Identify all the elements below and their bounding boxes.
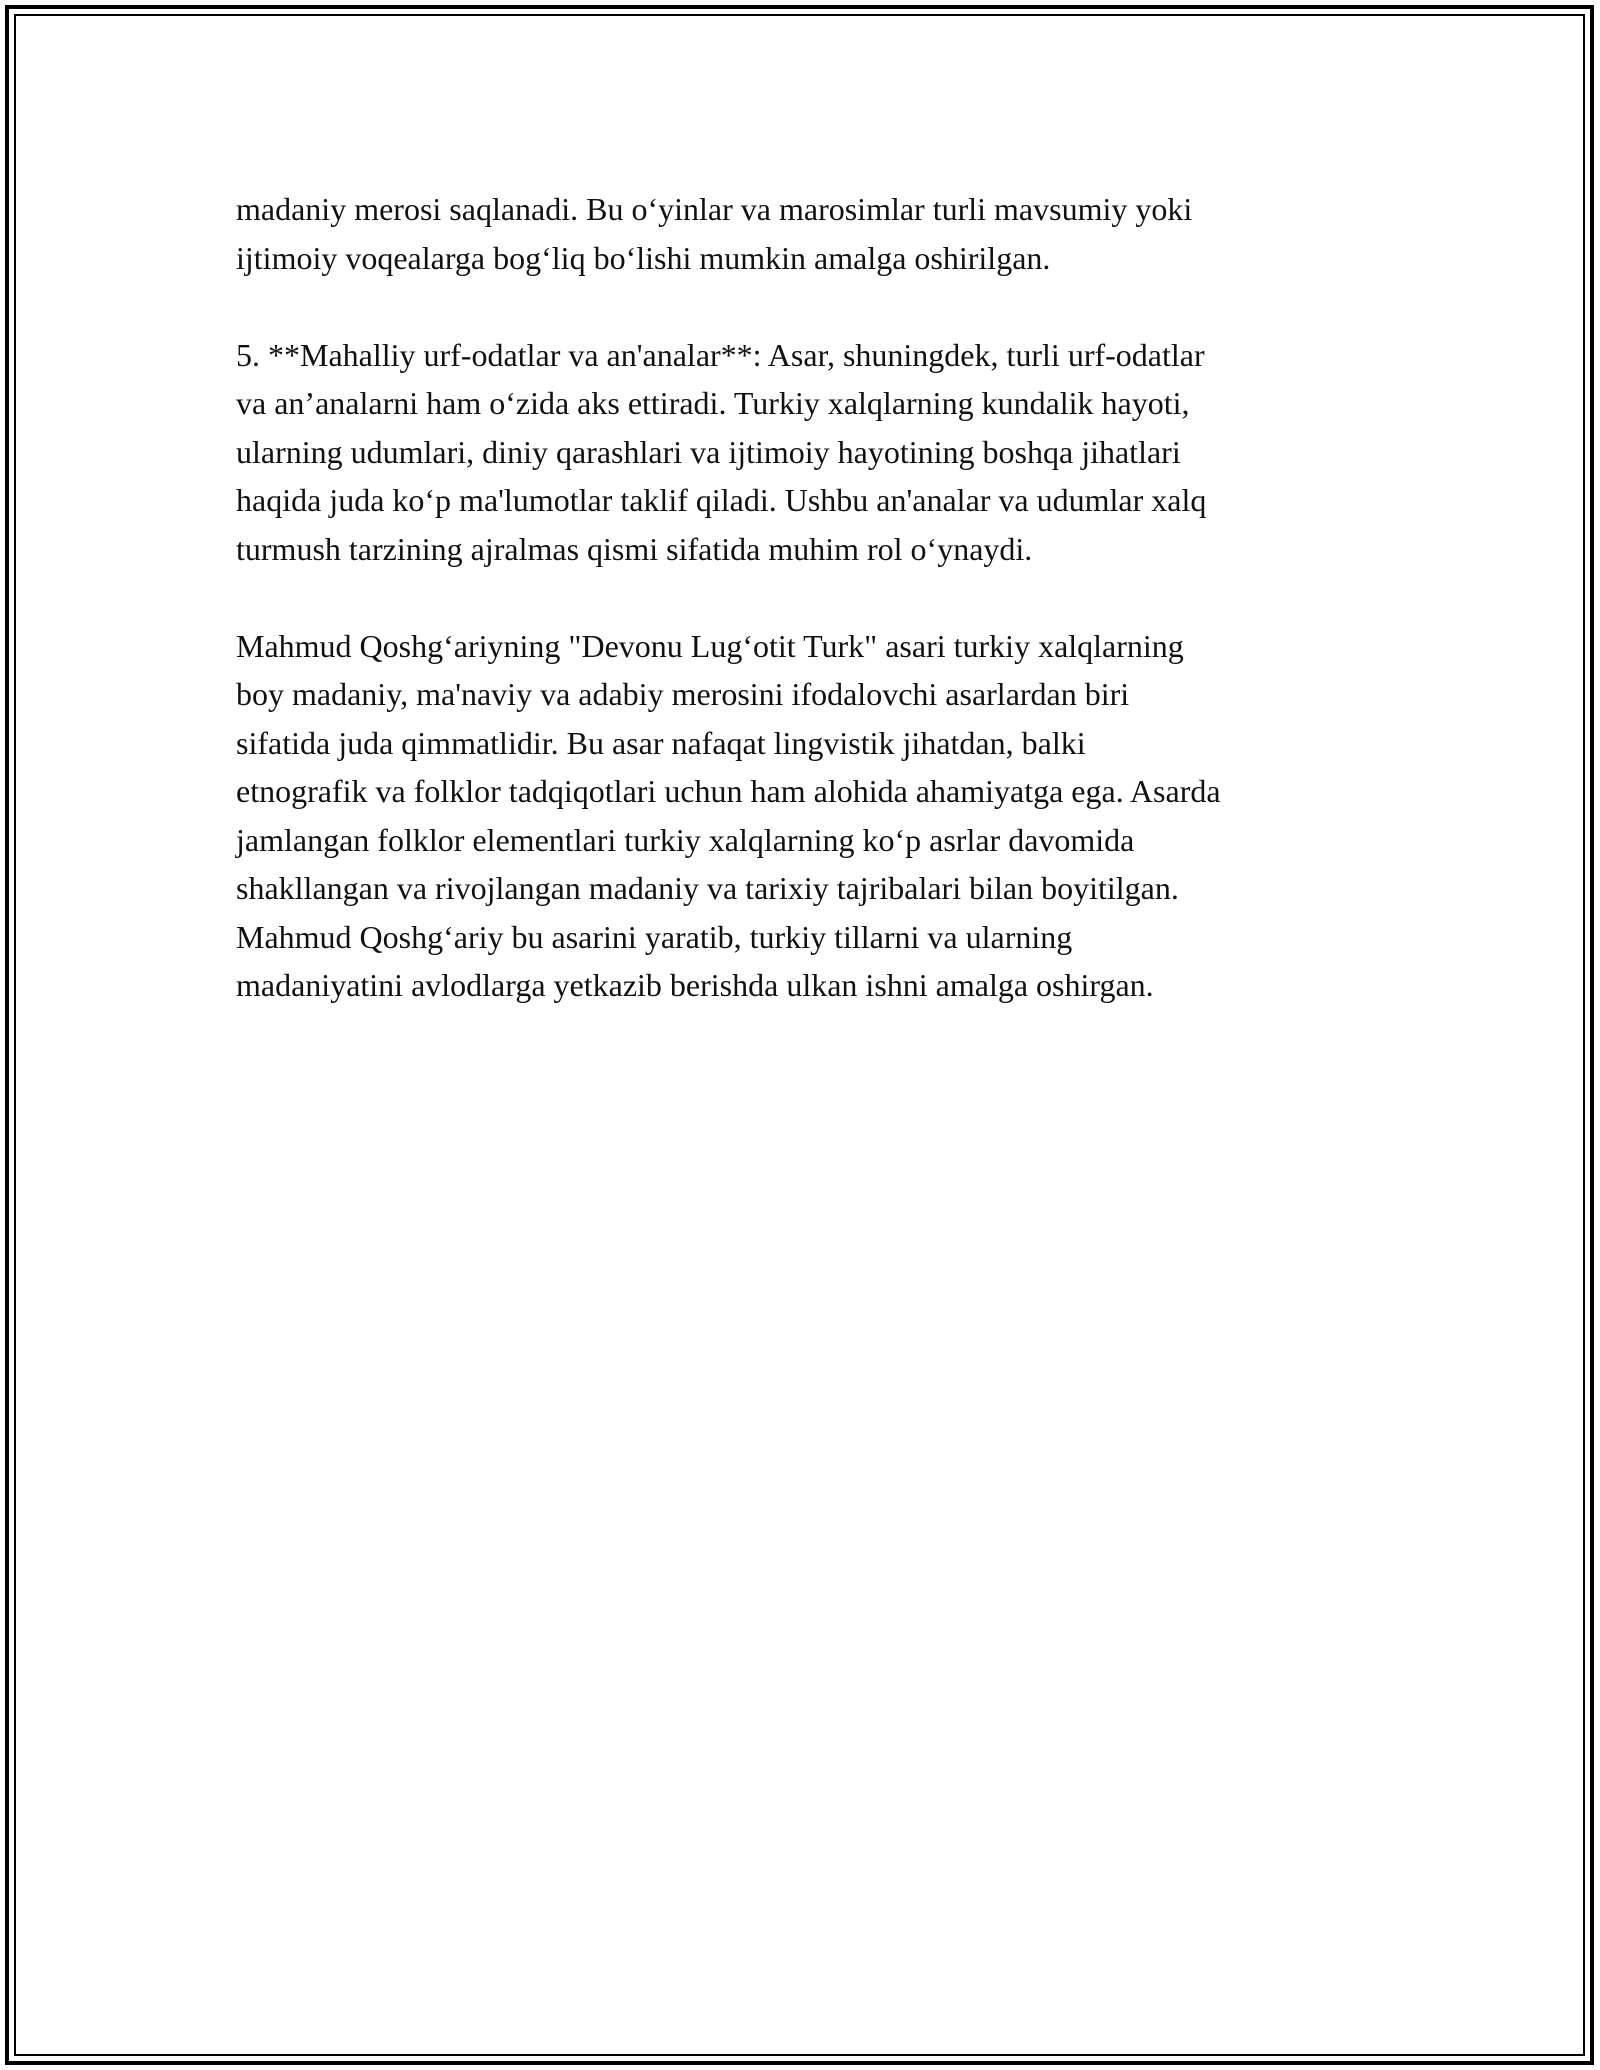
- paragraph-line: sifatida juda qimmatlidir. Bu asar nafaqat lingvistik jihatdan, balki: [236, 724, 1086, 761]
- paragraph-1: [236, 185, 1386, 282]
- document-body: [236, 185, 1386, 1058]
- paragraph-line: madaniy merosi saqlanadi. Bu o‘yinlar va marosimlar turli mavsumiy yoki: [236, 191, 1193, 227]
- paragraph-line: haqida juda ko‘p ma'lumotlar taklif qiladi. Ushbu an'analar va udumlar xalq: [236, 482, 1207, 518]
- paragraph-line: boy madaniy, ma'naviy va adabiy merosini ifodalovchi asarlardan biri: [236, 676, 1130, 712]
- paragraph-line: Mahmud Qoshg‘ariyning "Devonu Lug‘otit Turk" asari turkiy xalqlarning: [236, 627, 1184, 664]
- paragraph-line: madaniyatini avlodlarga yetkazib berishda ulkan ishni amalga oshirgan.: [236, 967, 1154, 1003]
- paragraph-line: ularning udumlari, diniy qarashlari va ijtimoiy hayotining boshqa jihatlari: [236, 433, 1181, 470]
- paragraph-2: [236, 331, 1386, 574]
- paragraph-line: shakllangan va rivojlangan madaniy va tarixiy tajribalari bilan boyitilgan.: [236, 870, 1179, 906]
- paragraph-line: 5. **Mahalliy urf-odatlar va an'analar**: Asar, shuningdek, turli urf-odatlar: [236, 336, 1205, 373]
- paragraph-line: turmush tarzining ajralmas qismi sifatida muhim rol o‘ynaydi.: [236, 530, 1033, 567]
- paragraph-line: va an’analarni ham o‘zida aks ettiradi. Turkiy xalqlarning kundalik hayoti,: [236, 385, 1190, 421]
- paragraph-3: [236, 622, 1386, 1010]
- paragraph-line: ijtimoiy voqealarga bog‘liq bo‘lishi mumkin amalga oshirilgan.: [236, 239, 1051, 276]
- paragraph-line: etnografik va folklor tadqiqotlari uchun ham alohida ahamiyatga ega. Asarda: [236, 773, 1221, 809]
- paragraph-line: jamlangan folklor elementlari turkiy xalqlarning ko‘p asrlar davomida: [236, 821, 1135, 858]
- paragraph-line: Mahmud Qoshg‘ariy bu asarini yaratib, turkiy tillarni va ularning: [236, 918, 1073, 955]
